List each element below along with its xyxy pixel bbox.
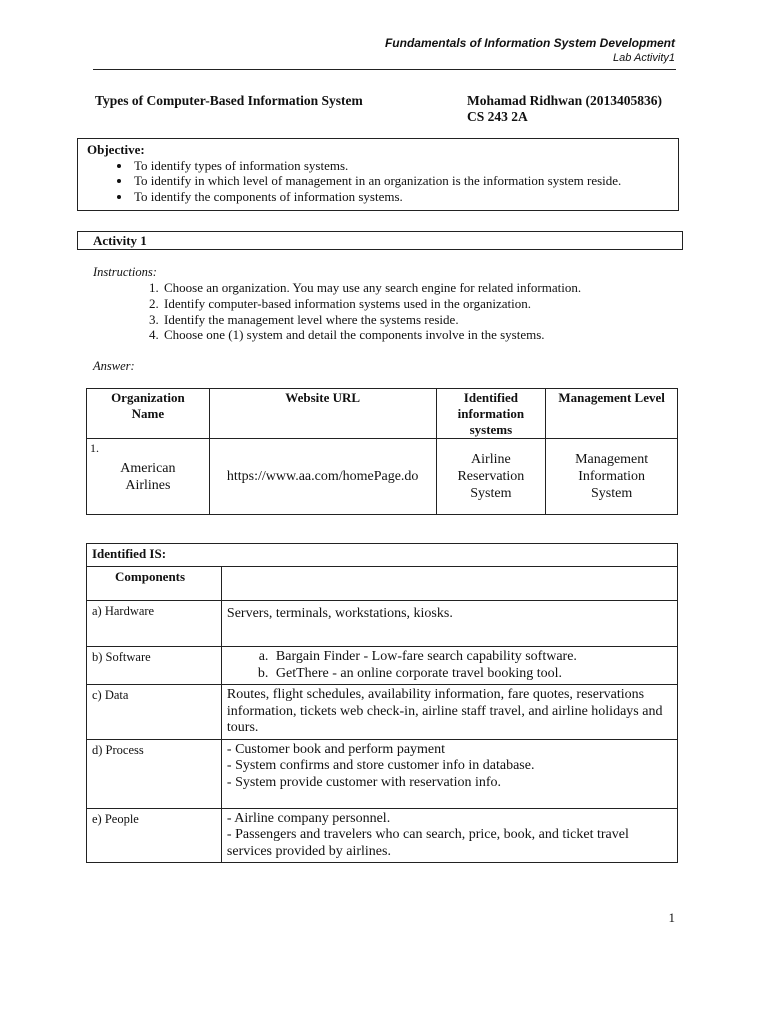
table-row [87, 808, 678, 863]
components-label: Components [87, 567, 222, 601]
software-item: a. Bargain Finder - Low-fare search capability software. [272, 649, 672, 666]
header-management-level: Management Level [546, 389, 678, 439]
process-value [221, 739, 677, 808]
table-header-row [87, 389, 678, 439]
identified-system-cell: Airline Reservation System [436, 439, 546, 515]
people-value [221, 808, 677, 863]
instructions-label: Instructions: [93, 265, 157, 279]
process-line: - System confirms and store customer info in database. [226, 758, 535, 773]
objective-item: • To identify the components of information systems. [132, 189, 669, 205]
table-row [87, 685, 678, 740]
header-identified-systems: Identified information systems [436, 389, 546, 439]
row-number: 1. [90, 441, 99, 455]
answer-label: Answer: [93, 359, 135, 373]
author-name: Mohamad Ridhwan (2013405836) [467, 93, 663, 108]
process-line: - System provide customer with reservation info. [226, 774, 502, 790]
instruction-item: 2. Identify computer-based information systems used in the organization. [162, 296, 581, 312]
objective-item: • To identify in which level of management in an organization is the information system reside. [132, 173, 669, 189]
software-item: b. GetThere - an online corporate travel booking tool. [272, 666, 672, 683]
lab-activity-label: Lab Activity1 [613, 52, 675, 64]
process-line: - Customer book and perform payment [226, 741, 446, 757]
software-label: b) Software [87, 647, 222, 685]
organization-table [86, 388, 678, 515]
hardware-value: Servers, terminals, workstations, kiosks. [221, 601, 677, 647]
header-organization-name: Organization Name [87, 389, 210, 439]
objective-item: • To identify types of information systems. [132, 158, 669, 174]
document-title: Types of Computer-Based Information System [95, 93, 363, 108]
software-list [227, 649, 672, 682]
org-name-cell [87, 439, 210, 515]
author-block [467, 93, 662, 125]
page-number: 1 [668, 910, 675, 925]
data-label: c) Data [87, 685, 222, 740]
objective-label: Objective: [87, 142, 145, 157]
table-row [87, 647, 678, 685]
process-label: d) Process [87, 739, 222, 808]
table-row [87, 439, 678, 515]
table-row [87, 739, 678, 808]
components-blank [221, 567, 677, 601]
components-header-row [87, 567, 678, 601]
instructions-list [128, 280, 581, 343]
identified-is-table [86, 543, 678, 863]
hardware-label: a) Hardware [87, 601, 222, 647]
is-title: Identified IS: [87, 544, 678, 567]
website-url-cell: https://www.aa.com/homePage.do [209, 439, 436, 515]
table-row [87, 601, 678, 647]
software-value [221, 647, 677, 685]
activity-heading: Activity 1 [77, 231, 683, 250]
people-line: - Passengers and travelers who can search, price, book, and ticket travel services provided by airlines. [226, 827, 629, 859]
management-level-cell: Management Information System [546, 439, 678, 515]
header-divider [93, 69, 676, 70]
instruction-item: 3. Identify the management level where the systems reside. [162, 312, 581, 328]
org-name: American Airlines [120, 460, 176, 493]
objective-box [77, 138, 679, 211]
people-label: e) People [87, 808, 222, 863]
people-line: - Airline company personnel. [226, 810, 391, 826]
instruction-item: 1. Choose an organization. You may use any search engine for related information. [162, 280, 581, 296]
course-title: Fundamentals of Information System Development [384, 36, 675, 50]
instruction-item: 4. Choose one (1) system and detail the components involve in the systems. [162, 327, 581, 343]
is-title-row [87, 544, 678, 567]
objective-list [87, 158, 669, 205]
author-class: CS 243 2A [467, 109, 528, 124]
data-value: Routes, flight schedules, availability information, fare quotes, reservations information, tickets web check-in, airline staff travel, and airline holidays and tours. [221, 685, 677, 740]
header-website-url: Website URL [209, 389, 436, 439]
